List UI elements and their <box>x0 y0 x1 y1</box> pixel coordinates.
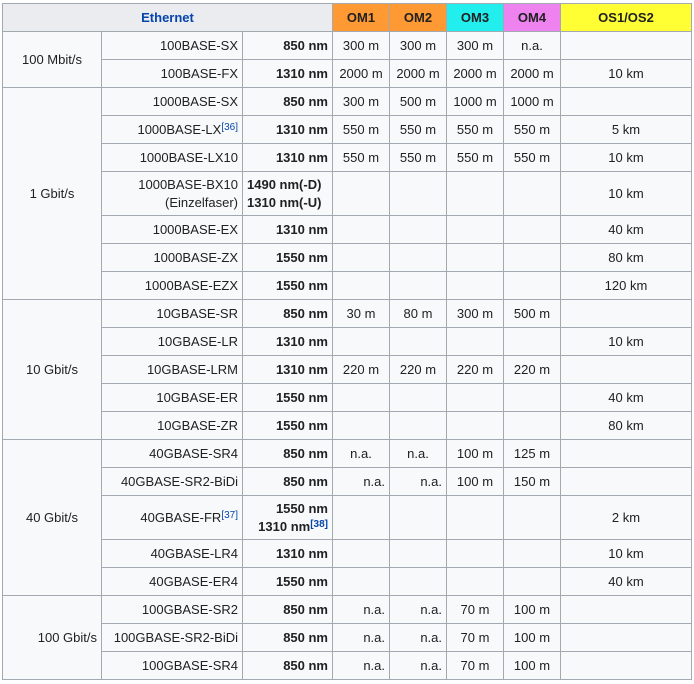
om1-cell <box>333 384 390 412</box>
header-om2: OM2 <box>390 4 447 32</box>
standard-cell: 1000BASE-EX <box>102 216 243 244</box>
os-cell <box>561 356 692 384</box>
os-cell: 2 km <box>561 496 692 540</box>
om2-cell <box>390 412 447 440</box>
os-cell <box>561 652 692 680</box>
os-cell <box>561 624 692 652</box>
table-row <box>3 116 692 144</box>
om1-cell <box>333 244 390 272</box>
om3-cell: 70 m <box>447 596 504 624</box>
om2-cell: n.a. <box>390 440 447 468</box>
om4-cell <box>504 496 561 540</box>
table-row <box>3 356 692 384</box>
wavelength-cell: 850 nm <box>243 652 333 680</box>
standard-cell: 10GBASE-ER <box>102 384 243 412</box>
om3-cell: 300 m <box>447 300 504 328</box>
om1-cell: 300 m <box>333 32 390 60</box>
table-row <box>3 540 692 568</box>
os-cell: 40 km <box>561 216 692 244</box>
wavelength-line: 1490 nm(-D) <box>247 176 322 192</box>
table-row <box>3 652 692 680</box>
wavelength-cell: 1310 nm <box>243 116 333 144</box>
om4-cell <box>504 412 561 440</box>
standard-cell: 100BASE-SX <box>102 32 243 60</box>
om2-cell <box>390 172 447 216</box>
os-cell: 80 km <box>561 244 692 272</box>
om4-cell <box>504 540 561 568</box>
speed-group-100g: 100 Gbit/s <box>3 596 102 680</box>
wavelength-line: 1310 nm(-U) <box>247 194 322 210</box>
om1-cell: n.a. <box>333 440 390 468</box>
standard-cell <box>102 496 243 540</box>
om3-cell: 70 m <box>447 624 504 652</box>
table-row <box>3 468 692 496</box>
om2-cell <box>390 328 447 356</box>
om4-cell <box>504 568 561 596</box>
table-row <box>3 88 692 116</box>
table-row <box>3 412 692 440</box>
om1-cell: 300 m <box>333 88 390 116</box>
om1-cell <box>333 272 390 300</box>
om4-cell <box>504 172 561 216</box>
wavelength-cell: 1310 nm <box>243 144 333 172</box>
om3-cell <box>447 540 504 568</box>
table-row <box>3 60 692 88</box>
wavelength-line: 1550 nm <box>275 500 328 516</box>
speed-group-1g: 1 Gbit/s <box>3 88 102 300</box>
standard-label: 40GBASE-FR <box>140 509 222 525</box>
om2-cell: 220 m <box>390 356 447 384</box>
wavelength-label: 1310 nm <box>258 518 311 534</box>
speed-group-100m: 100 Mbit/s <box>3 32 102 88</box>
om4-cell: 100 m <box>504 624 561 652</box>
om4-cell: 125 m <box>504 440 561 468</box>
wavelength-cell: 1310 nm <box>243 328 333 356</box>
wavelength-cell: 1550 nm <box>243 412 333 440</box>
om1-cell <box>333 328 390 356</box>
om2-cell <box>390 496 447 540</box>
standard-cell: 40GBASE-LR4 <box>102 540 243 568</box>
table-row <box>3 384 692 412</box>
standard-cell: 10GBASE-SR <box>102 300 243 328</box>
os-cell: 5 km <box>561 116 692 144</box>
standard-cell: 40GBASE-SR4 <box>102 440 243 468</box>
om3-cell: 220 m <box>447 356 504 384</box>
table-row <box>3 172 692 216</box>
om4-cell <box>504 384 561 412</box>
wavelength-cell: 850 nm <box>243 624 333 652</box>
os-cell: 120 km <box>561 272 692 300</box>
standard-cell <box>102 116 243 144</box>
om2-cell: n.a. <box>390 652 447 680</box>
om4-cell: 1000 m <box>504 88 561 116</box>
om4-cell: 550 m <box>504 144 561 172</box>
om2-cell <box>390 384 447 412</box>
om4-cell: 500 m <box>504 300 561 328</box>
om2-cell <box>390 272 447 300</box>
om3-cell <box>447 568 504 596</box>
standard-cell: 1000BASE-LX10 <box>102 144 243 172</box>
table-row <box>3 216 692 244</box>
om3-cell: 2000 m <box>447 60 504 88</box>
om1-cell: 550 m <box>333 116 390 144</box>
om1-cell: 2000 m <box>333 60 390 88</box>
standard-cell: 10GBASE-ZR <box>102 412 243 440</box>
om1-cell: 220 m <box>333 356 390 384</box>
standard-label: 1000BASE-BX10 <box>138 176 238 192</box>
os-cell: 80 km <box>561 412 692 440</box>
wavelength-cell: 1310 nm <box>243 356 333 384</box>
wavelength-cell: 1310 nm <box>243 60 333 88</box>
wavelength-cell: 850 nm <box>243 32 333 60</box>
om4-cell <box>504 216 561 244</box>
om3-cell <box>447 244 504 272</box>
header-row <box>3 4 692 32</box>
om1-cell <box>333 568 390 596</box>
om1-cell: n.a. <box>333 468 390 496</box>
standard-cell: 100BASE-FX <box>102 60 243 88</box>
speed-group-40g: 40 Gbit/s <box>3 440 102 596</box>
om3-cell: 70 m <box>447 652 504 680</box>
os-cell: 10 km <box>561 328 692 356</box>
wavelength-cell: 850 nm <box>243 88 333 116</box>
os-cell: 40 km <box>561 568 692 596</box>
om2-cell: 550 m <box>390 116 447 144</box>
standard-cell: 100GBASE-SR2 <box>102 596 243 624</box>
table-row <box>3 624 692 652</box>
om1-cell <box>333 540 390 568</box>
citation-link[interactable]: [38] <box>310 518 328 530</box>
os-cell <box>561 32 692 60</box>
om3-cell <box>447 496 504 540</box>
wavelength-cell: 1550 nm <box>243 568 333 596</box>
om4-cell: 100 m <box>504 652 561 680</box>
wavelength-cell <box>243 172 333 216</box>
header-om1: OM1 <box>333 4 390 32</box>
standard-cell <box>102 172 243 216</box>
om3-cell <box>447 384 504 412</box>
table-row <box>3 568 692 596</box>
speed-group-10g: 10 Gbit/s <box>3 300 102 440</box>
table-row <box>3 328 692 356</box>
standard-cell: 1000BASE-ZX <box>102 244 243 272</box>
table-row <box>3 596 692 624</box>
wavelength-cell: 850 nm <box>243 300 333 328</box>
table-row <box>3 144 692 172</box>
om4-cell <box>504 244 561 272</box>
om3-cell: 100 m <box>447 440 504 468</box>
om2-cell: 550 m <box>390 144 447 172</box>
om2-cell: 80 m <box>390 300 447 328</box>
table-row <box>3 244 692 272</box>
standard-label: 1000BASE-LX <box>137 121 222 137</box>
om1-cell: 550 m <box>333 144 390 172</box>
om2-cell: 300 m <box>390 32 447 60</box>
wavelength-cell: 1550 nm <box>243 384 333 412</box>
standard-cell: 10GBASE-LRM <box>102 356 243 384</box>
table-row <box>3 496 692 540</box>
wavelength-cell: 1550 nm <box>243 244 333 272</box>
citation-link[interactable]: [37] <box>221 509 238 521</box>
om3-cell <box>447 216 504 244</box>
wavelength-cell: 1310 nm <box>243 540 333 568</box>
om2-cell <box>390 244 447 272</box>
standard-cell: 1000BASE-EZX <box>102 272 243 300</box>
om3-cell: 550 m <box>447 116 504 144</box>
wavelength-cell: 850 nm <box>243 596 333 624</box>
om1-cell: n.a. <box>333 596 390 624</box>
wavelength-cell: 850 nm <box>243 468 333 496</box>
om4-cell: 150 m <box>504 468 561 496</box>
os-cell: 10 km <box>561 60 692 88</box>
om2-cell: n.a. <box>390 624 447 652</box>
om2-cell: 2000 m <box>390 60 447 88</box>
table-row <box>3 272 692 300</box>
ethernet-fiber-table <box>2 3 692 680</box>
header-om3: OM3 <box>447 4 504 32</box>
table-row <box>3 32 692 60</box>
wavelength-cell <box>243 496 333 540</box>
standard-cell: 10GBASE-LR <box>102 328 243 356</box>
wavelength-cell: 850 nm <box>243 440 333 468</box>
om1-cell <box>333 496 390 540</box>
om2-cell <box>390 568 447 596</box>
om1-cell <box>333 216 390 244</box>
standard-cell: 40GBASE-SR2-BiDi <box>102 468 243 496</box>
table-row <box>3 440 692 468</box>
om3-cell: 1000 m <box>447 88 504 116</box>
wavelength-cell: 1310 nm <box>243 216 333 244</box>
os-cell: 40 km <box>561 384 692 412</box>
os-cell: 10 km <box>561 144 692 172</box>
os-cell <box>561 468 692 496</box>
standard-cell: 100GBASE-SR2-BiDi <box>102 624 243 652</box>
os-cell <box>561 88 692 116</box>
om1-cell <box>333 172 390 216</box>
om2-cell: 500 m <box>390 88 447 116</box>
om4-cell: n.a. <box>504 32 561 60</box>
om4-cell: 220 m <box>504 356 561 384</box>
wavelength-cell: 1550 nm <box>243 272 333 300</box>
os-cell <box>561 300 692 328</box>
om4-cell: 100 m <box>504 596 561 624</box>
os-cell <box>561 596 692 624</box>
om1-cell: n.a. <box>333 624 390 652</box>
om1-cell <box>333 412 390 440</box>
header-om4: OM4 <box>504 4 561 32</box>
header-os1-os2: OS1/OS2 <box>561 4 692 32</box>
om2-cell <box>390 540 447 568</box>
om3-cell <box>447 328 504 356</box>
om2-cell: n.a. <box>390 468 447 496</box>
om1-cell: 30 m <box>333 300 390 328</box>
wavelength-line-2 <box>247 518 328 536</box>
standard-cell: 1000BASE-SX <box>102 88 243 116</box>
om3-cell: 300 m <box>447 32 504 60</box>
standard-cell: 40GBASE-ER4 <box>102 568 243 596</box>
om3-cell <box>447 272 504 300</box>
om1-cell: n.a. <box>333 652 390 680</box>
om4-cell <box>504 272 561 300</box>
citation-link[interactable]: [36] <box>221 121 238 133</box>
table-row <box>3 300 692 328</box>
om4-cell: 2000 m <box>504 60 561 88</box>
om3-cell: 100 m <box>447 468 504 496</box>
om2-cell: n.a. <box>390 596 447 624</box>
standard-cell: 100GBASE-SR4 <box>102 652 243 680</box>
om3-cell <box>447 172 504 216</box>
os-cell: 10 km <box>561 540 692 568</box>
om4-cell <box>504 328 561 356</box>
os-cell <box>561 440 692 468</box>
os-cell: 10 km <box>561 172 692 216</box>
om2-cell <box>390 216 447 244</box>
om4-cell: 550 m <box>504 116 561 144</box>
om3-cell <box>447 412 504 440</box>
standard-note: (Einzelfaser) <box>165 194 238 210</box>
om3-cell: 550 m <box>447 144 504 172</box>
header-ethernet[interactable]: Ethernet <box>3 4 333 32</box>
